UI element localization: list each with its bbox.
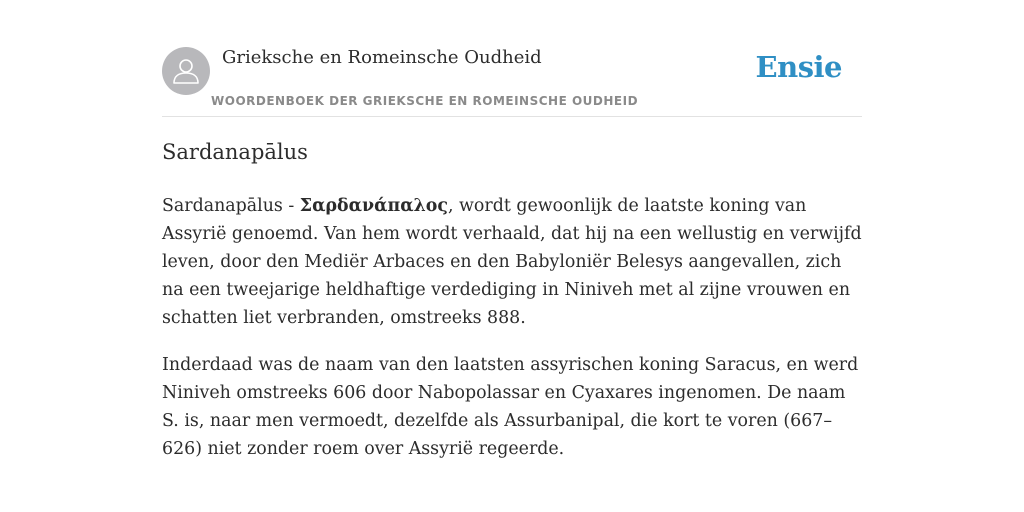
- site-title-link[interactable]: Grieksche en Romeinsche Oudheid: [222, 47, 542, 68]
- entry-paragraph-2: Inderdaad was de naam van den laatsten assyrischen koning Saracus, en werd Niniveh omstreeks 606 door Nabopolassar en Cyaxares ingenomen. De naam S. is, naar men vermoedt, dezelfde als Assurbanipal, die kort te voren (667–626) niet zonder roem over Assyrië regeerde.: [162, 355, 859, 459]
- ensie-logo-link[interactable]: Ensie: [755, 50, 842, 84]
- entry-paragraph-1: [162, 192, 862, 332]
- site-subtitle: WOORDENBOEK DER GRIEKSCHE EN ROMEINSCHE OUDHEID: [211, 94, 639, 108]
- term-separator: -: [282, 196, 300, 216]
- entry-term: Sardanapālus: [162, 196, 283, 216]
- user-silhouette-icon[interactable]: [162, 47, 210, 95]
- site-header: [162, 44, 862, 117]
- greek-term: Σαρδανάπαλος: [299, 196, 448, 216]
- paragraph-1-text: , wordt gewoonlijk de laatste koning van Assyrië genoemd. Van hem wordt verhaald, dat hij na een wellustig en verwijfd leven, door den Mediër Arbaces en den Babyloniër Belesys aangevallen, zich na een tweejarige heldhaftige verdediging in Niniveh met al zijne vrouwen en schatten liet verbranden, omstreeks 888.: [162, 196, 862, 328]
- entry-title: Sardanapālus: [162, 140, 308, 164]
- entry-content: [162, 192, 862, 482]
